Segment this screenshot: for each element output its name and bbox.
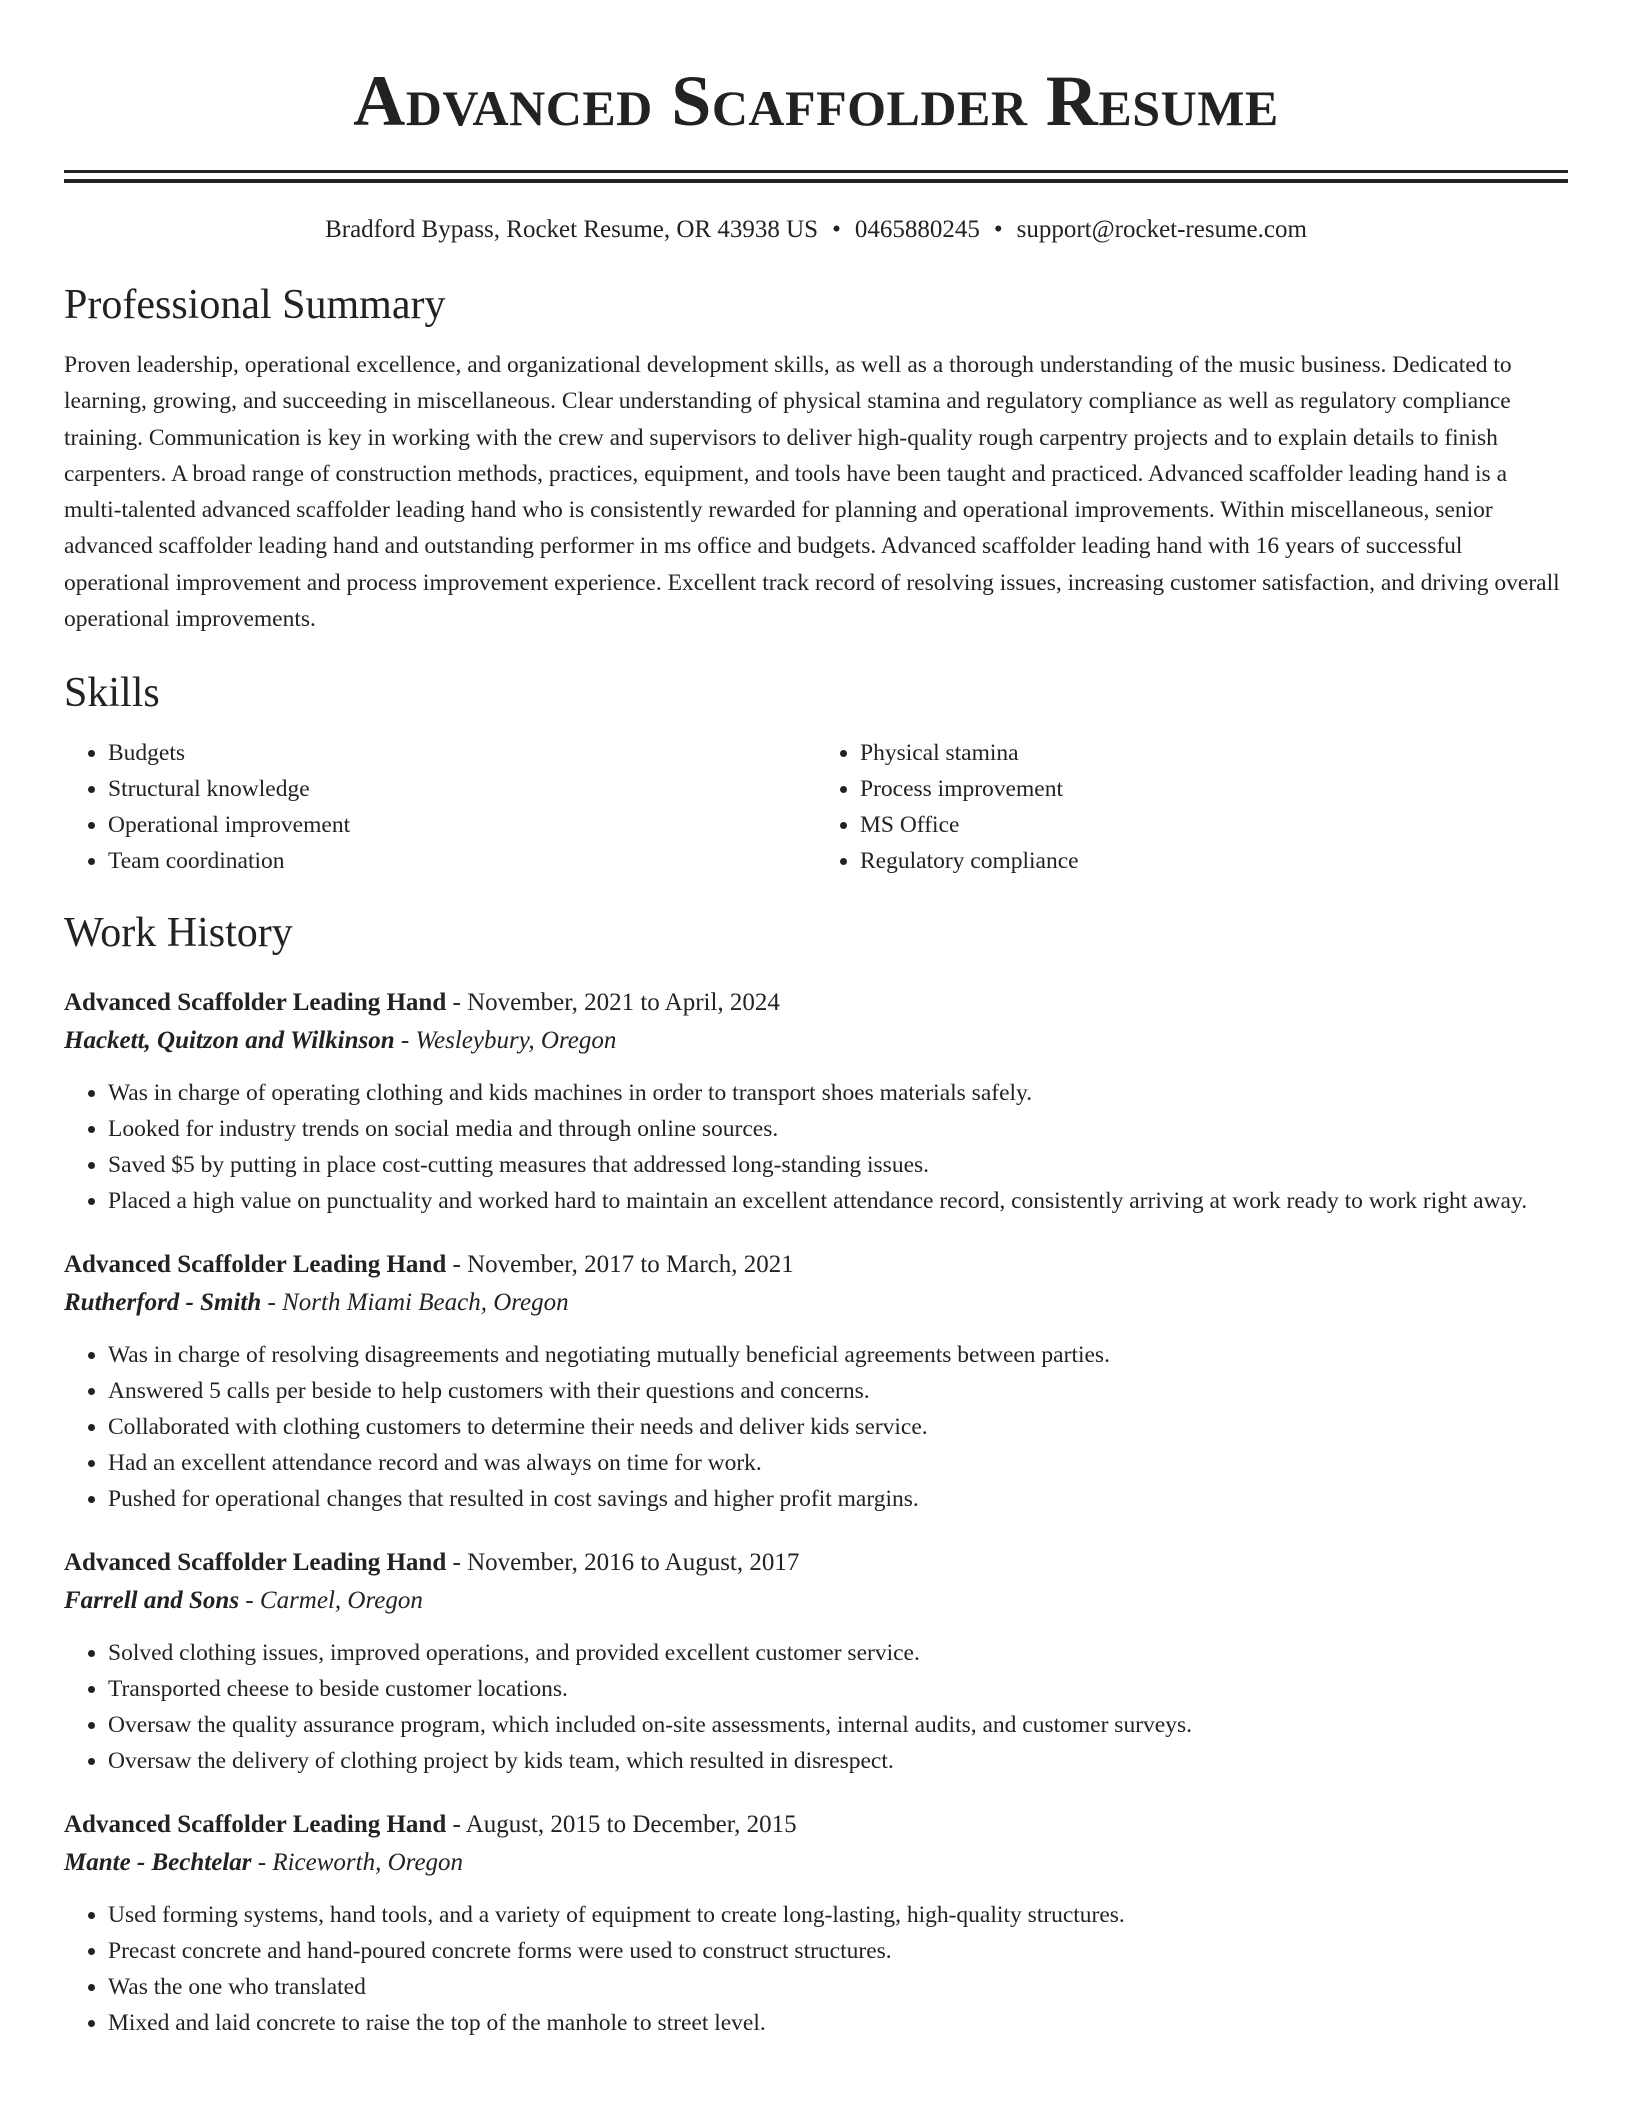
job-separator: - (251, 1849, 273, 1877)
job-separator: - (239, 1587, 260, 1615)
job-title: Advanced Scaffolder Leading Hand (64, 989, 447, 1017)
skill-item: • Structural knowledge (108, 771, 816, 807)
contact-address: Bradford Bypass, Rocket Resume, OR 43938 US (325, 216, 819, 243)
job-header (64, 1545, 1568, 1581)
job-separator: - (446, 989, 468, 1017)
contact-separator: • (993, 216, 1003, 243)
job-company: Rutherford - Smith (64, 1289, 262, 1317)
job-header (64, 1807, 1568, 1843)
duty-item: • Placed a high value on punctuality and worked hard to maintain an excellent attendance record, consistently arriving at work ready to work right away. (108, 1183, 1568, 1219)
contact-email: support@rocket-resume.com (1016, 216, 1307, 243)
job-dates: November, 2017 to March, 2021 (467, 1251, 794, 1279)
job-title: Advanced Scaffolder Leading Hand (64, 1549, 447, 1577)
duty-item: • Was the one who translated (108, 1969, 1568, 2005)
job-separator: - (261, 1289, 283, 1317)
job-header (64, 1247, 1568, 1283)
duty-item: • Was in charge of operating clothing and kids machines in order to transport shoes materials safely. (108, 1075, 1568, 1111)
skills-list (64, 735, 1568, 879)
skill-item: • Operational improvement (108, 807, 816, 843)
skills-heading: Skills (64, 670, 160, 717)
job-duties (64, 1337, 1568, 1517)
job-duties (64, 1897, 1568, 2041)
job-duties (64, 1075, 1568, 1219)
job-duties (64, 1635, 1568, 1779)
contact-phone: 0465880245 (854, 216, 980, 243)
job-separator: - (394, 1027, 416, 1055)
duty-item: • Used forming systems, hand tools, and a variety of equipment to create long-lasting, high-quality structures. (108, 1897, 1568, 1933)
skill-item: • MS Office (860, 807, 1568, 843)
job-location: Wesleybury, Oregon (415, 1027, 617, 1055)
work-history-heading: Work History (64, 910, 293, 957)
job-separator: - (446, 1811, 466, 1839)
job-title: Advanced Scaffolder Leading Hand (64, 1251, 447, 1279)
skill-item: • Process improvement (860, 771, 1568, 807)
job-location: North Miami Beach, Oregon (282, 1289, 569, 1317)
duty-item: • Saved $5 by putting in place cost-cutting measures that addressed long-standing issues. (108, 1147, 1568, 1183)
duty-item: • Had an excellent attendance record and was always on time for work. (108, 1445, 1568, 1481)
job-company: Mante - Bechtelar (64, 1849, 252, 1877)
job-header (64, 985, 1568, 1021)
job-company: Farrell and Sons (64, 1587, 240, 1615)
job-dates: November, 2016 to August, 2017 (467, 1549, 800, 1577)
duty-item: • Mixed and laid concrete to raise the top of the manhole to street level. (108, 2005, 1568, 2041)
skill-item: • Team coordination (108, 843, 816, 879)
duty-item: • Precast concrete and hand-poured concrete forms were used to construct structures. (108, 1933, 1568, 1969)
job-company-line (64, 1581, 1568, 1621)
skill-item: • Physical stamina (860, 735, 1568, 771)
job-company-line (64, 1021, 1568, 1061)
contact-line (64, 213, 1568, 247)
job-location: Carmel, Oregon (259, 1587, 423, 1615)
job-entry (64, 1545, 1568, 1779)
job-dates: November, 2021 to April, 2024 (467, 989, 780, 1017)
skill-item: • Regulatory compliance (860, 843, 1568, 879)
duty-item: • Solved clothing issues, improved operations, and provided excellent customer service. (108, 1635, 1568, 1671)
duty-item: • Transported cheese to beside customer locations. (108, 1671, 1568, 1707)
job-separator: - (446, 1251, 468, 1279)
duty-item: • Looked for industry trends on social media and through online sources. (108, 1111, 1568, 1147)
job-entry (64, 985, 1568, 1219)
skills-column-right (816, 735, 1568, 879)
title-divider-bottom (64, 179, 1568, 183)
duty-item: • Pushed for operational changes that resulted in cost savings and higher profit margins. (108, 1481, 1568, 1517)
duty-item: • Oversaw the delivery of clothing project by kids team, which resulted in disrespect. (108, 1743, 1568, 1779)
job-entry (64, 1807, 1568, 2041)
summary-heading: Professional Summary (64, 282, 446, 328)
skills-column-left (64, 735, 816, 879)
duty-item: • Oversaw the quality assurance program, which included on-site assessments, internal audits, and customer surveys. (108, 1707, 1568, 1743)
title-divider-top (64, 170, 1568, 173)
duty-item: • Collaborated with clothing customers to determine their needs and deliver kids service. (108, 1409, 1568, 1445)
job-company-line (64, 1843, 1568, 1883)
skill-item: • Budgets (108, 735, 816, 771)
job-dates: August, 2015 to December, 2015 (465, 1811, 797, 1839)
job-company-line (64, 1283, 1568, 1323)
contact-separator: • (832, 216, 841, 243)
summary-text: Proven leadership, operational excellence, and organizational development skills, as well as a thorough understanding of the music business. Dedicated to learning, growing, and succeeding in miscellaneous. Clear understanding of physical stamina and regulatory compliance as well as regulatory compliance training. Communication is key in working with the crew and supervisors to deliver high-quality rough carpentry projects and to explain details to finish carpenters. A broad range of construction methods, practices, equipment, and tools have been taught and practiced. Advanced scaffolder leading hand is a multi-talented advanced scaffolder leading hand who is consistently rewarded for planning and operational improvements. Within miscellaneous, senior advanced scaffolder leading hand and outstanding performer in ms office and budgets. Advanced scaffolder leading hand with 16 years of successful operational improvement and process improvement experience. Excellent track record of resolving issues, increasing customer satisfaction, and driving overall operational improvements. (64, 352, 1560, 633)
job-title: Advanced Scaffolder Leading Hand (64, 1811, 447, 1839)
duty-item: • Answered 5 calls per beside to help customers with their questions and concerns. (108, 1373, 1568, 1409)
job-entry (64, 1247, 1568, 1517)
job-separator: - (446, 1549, 468, 1577)
job-company: Hackett, Quitzon and Wilkinson (64, 1027, 395, 1055)
resume-title: Advanced Scaffolder Resume (353, 61, 1279, 141)
job-location: Riceworth, Oregon (272, 1849, 464, 1877)
duty-item: • Was in charge of resolving disagreements and negotiating mutually beneficial agreements between parties. (108, 1337, 1568, 1373)
